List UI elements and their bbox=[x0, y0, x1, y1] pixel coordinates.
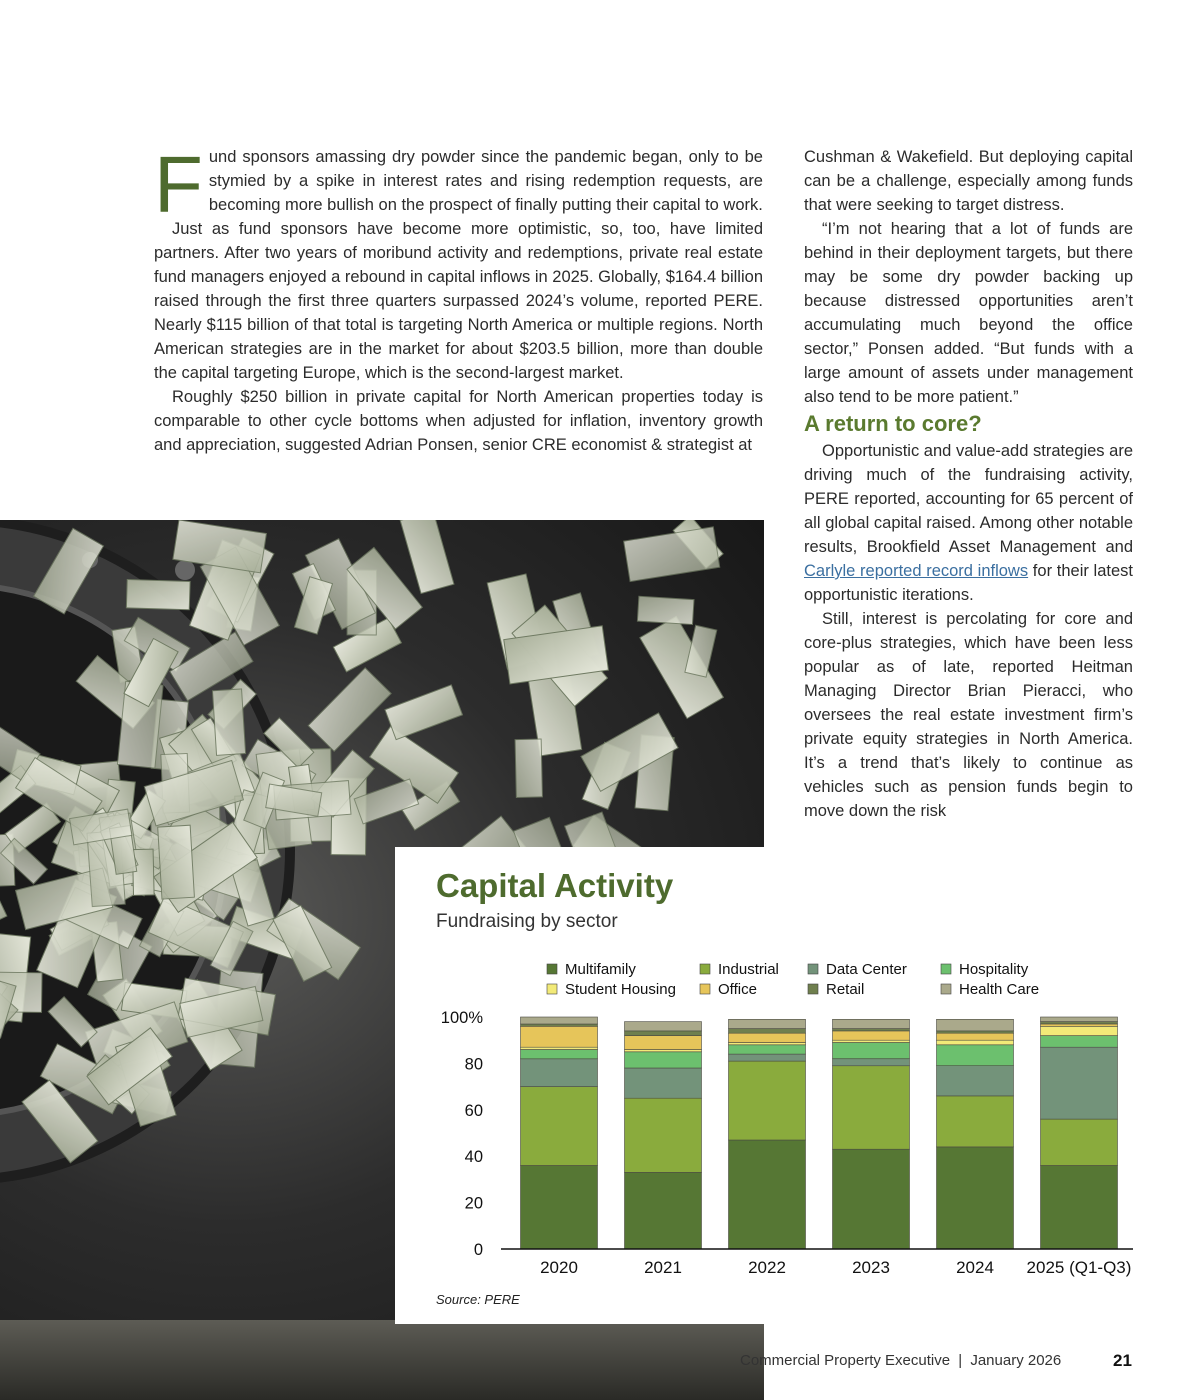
bar-segment bbox=[729, 1054, 806, 1061]
bar-segment bbox=[1041, 1026, 1118, 1035]
legend-label: Multifamily bbox=[565, 961, 636, 978]
bar-segment bbox=[937, 1096, 1014, 1147]
dollar-bill bbox=[126, 580, 190, 610]
bar-segment bbox=[729, 1019, 806, 1028]
dollar-bill bbox=[132, 849, 154, 895]
article-paragraph: Still, interest is percolating for core and core-plus strategies, which have been less popular as of late, reported Heitman Managing Director Brian Pieracci, who oversees the real estate investment firm’s private equity strategies in North America. It’s a trend that’s likely to continue as vehicles such as pension funds begin to move down the risk bbox=[804, 610, 1133, 820]
y-tick-label: 0 bbox=[473, 1241, 483, 1259]
bar-segment bbox=[625, 1098, 702, 1172]
water-surface bbox=[0, 1320, 764, 1400]
stacked-bar-chart bbox=[395, 947, 1200, 1287]
bar-segment bbox=[1041, 1022, 1118, 1024]
footer-separator: | bbox=[958, 1352, 963, 1369]
dollar-bill bbox=[637, 596, 694, 624]
bar-segment bbox=[937, 1040, 1014, 1045]
bar-segment bbox=[1041, 1166, 1118, 1250]
chart-title: Capital Activity bbox=[436, 867, 674, 904]
legend-label: Retail bbox=[826, 981, 865, 998]
chart-panel bbox=[395, 847, 1200, 1324]
bar-segment bbox=[625, 1050, 702, 1052]
legend-label: Hospitality bbox=[959, 961, 1029, 978]
bar-segment bbox=[521, 1059, 598, 1087]
article-paragraph: “I’m not hearing that a lot of funds are behind in their deployment targets, but there may be some dry powder backing up because distressed opportunities aren’t accumulating much beyond the office sector,” Ponsen added. “But funds with a large amount of assets under management also tend to be more patient.” bbox=[804, 220, 1133, 406]
bar-segment bbox=[625, 1022, 702, 1031]
bar-segment bbox=[625, 1172, 702, 1249]
bar-segment bbox=[521, 1017, 598, 1024]
bar-segment bbox=[1041, 1119, 1118, 1165]
bar-segment bbox=[937, 1066, 1014, 1096]
y-tick-label: 60 bbox=[464, 1101, 483, 1120]
article-right-column bbox=[804, 145, 1133, 823]
legend-swatch bbox=[941, 984, 951, 994]
bar-segment bbox=[729, 1061, 806, 1140]
bar-segment bbox=[521, 1047, 598, 1049]
bar-segment bbox=[833, 1149, 910, 1249]
legend-swatch bbox=[941, 964, 951, 974]
publication-name: Commercial Property Executive bbox=[740, 1352, 951, 1369]
bar-segment bbox=[833, 1059, 910, 1066]
bar-segment bbox=[729, 1140, 806, 1249]
bar-segment bbox=[625, 1068, 702, 1098]
article-paragraph: Roughly $250 billion in private capital for North American properties today is comparable to other cycle bottoms when adjusted for inflation, inventory growth and appreciation, suggested Adrian Ponsen, senior CRE economist & strategist at bbox=[154, 388, 763, 454]
legend-swatch bbox=[547, 964, 557, 974]
bar-segment bbox=[833, 1031, 910, 1040]
bar-segment bbox=[521, 1024, 598, 1026]
bar-segment bbox=[521, 1087, 598, 1166]
section-subhead: A return to core? bbox=[804, 411, 982, 436]
legend-label: Data Center bbox=[826, 961, 907, 978]
dollar-bill bbox=[685, 625, 717, 677]
x-tick-label: 2021 bbox=[644, 1258, 682, 1277]
bar-segment bbox=[1041, 1036, 1118, 1048]
x-tick-label: 2024 bbox=[956, 1258, 994, 1277]
legend-swatch bbox=[547, 984, 557, 994]
page-footer bbox=[740, 1352, 1061, 1369]
legend-label: Student Housing bbox=[565, 981, 676, 998]
legend-swatch bbox=[700, 964, 710, 974]
x-tick-label: 2020 bbox=[540, 1258, 578, 1277]
bar-segment bbox=[833, 1066, 910, 1150]
dollar-bill bbox=[400, 520, 454, 594]
dollar-bill bbox=[385, 685, 462, 740]
y-tick-label: 100% bbox=[440, 1009, 483, 1027]
article-paragraph: Opportunistic and value-add strategies are driving much of the fundraising activity, PERE reported, accounting for 65 percent of all global capital raised. Among other notable results, Brookfield Asset Management and Carlyle reported record inflows for their latest opportunistic iterations. bbox=[804, 442, 1133, 604]
bar-segment bbox=[833, 1029, 910, 1031]
bar-segment bbox=[1041, 1017, 1118, 1022]
y-tick-label: 40 bbox=[464, 1148, 483, 1167]
legend-label: Health Care bbox=[959, 981, 1040, 998]
x-tick-label: 2023 bbox=[852, 1258, 890, 1277]
legend-label: Office bbox=[718, 981, 757, 998]
bar-segment bbox=[937, 1031, 1014, 1033]
bolt bbox=[175, 560, 195, 580]
bar-segment bbox=[625, 1036, 702, 1050]
bar-segment bbox=[625, 1031, 702, 1036]
bar-segment bbox=[937, 1033, 1014, 1040]
y-tick-label: 80 bbox=[464, 1055, 483, 1074]
bar-segment bbox=[521, 1050, 598, 1059]
bar-segment bbox=[937, 1019, 1014, 1031]
article-paragraph: Cushman & Wakefield. But deploying capital can be a challenge, especially among funds that were seeking to target distress. bbox=[804, 148, 1133, 214]
bar-segment bbox=[521, 1026, 598, 1047]
dollar-bill bbox=[515, 739, 542, 797]
page-number: 21 bbox=[1113, 1351, 1132, 1370]
bar-segment bbox=[729, 1045, 806, 1054]
bar-segment bbox=[833, 1019, 910, 1028]
bar-segment bbox=[729, 1033, 806, 1042]
issue-date: January 2026 bbox=[970, 1352, 1062, 1369]
article-left-column bbox=[154, 140, 763, 457]
bar-segment bbox=[521, 1166, 598, 1250]
legend-swatch bbox=[808, 984, 818, 994]
x-tick-label: 2025 (Q1-Q3) bbox=[1026, 1258, 1132, 1277]
bar-segment bbox=[937, 1045, 1014, 1066]
dollar-bill bbox=[308, 668, 391, 751]
bar-segment bbox=[833, 1040, 910, 1042]
bar-segment bbox=[833, 1043, 910, 1059]
legend-swatch bbox=[808, 964, 818, 974]
y-tick-label: 20 bbox=[464, 1194, 483, 1213]
x-tick-label: 2022 bbox=[748, 1258, 786, 1277]
article-paragraph: Fund sponsors amassing dry powder since the pandemic began, only to be stymied by a spike in interest rates and rising redemption requests, are becoming more bullish on the prospect of finally putting their capital to work. bbox=[154, 140, 763, 229]
bar-segment bbox=[937, 1147, 1014, 1249]
carlyle-link[interactable]: Carlyle reported record inflows bbox=[804, 562, 1029, 580]
bar-segment bbox=[729, 1043, 806, 1045]
bar-segment bbox=[729, 1029, 806, 1034]
dollar-bill bbox=[212, 689, 245, 755]
chart-subtitle: Fundraising by sector bbox=[436, 911, 618, 932]
chart-source: Source: PERE bbox=[436, 1292, 520, 1307]
bar-segment bbox=[625, 1052, 702, 1068]
bar-segment bbox=[1041, 1024, 1118, 1026]
legend-swatch bbox=[700, 984, 710, 994]
drop-cap: F bbox=[154, 140, 203, 229]
dollar-bill bbox=[624, 527, 720, 582]
dollar-bill bbox=[158, 825, 195, 899]
bar-segment bbox=[1041, 1047, 1118, 1119]
article-paragraph: Just as fund sponsors have become more optimistic, so, too, have limited partners. After two years of moribund activity and redemptions, private real estate fund managers enjoyed a rebound in capital inflows in 2025. Globally, $164.4 billion raised through the first three quarters surpassed 2024’s volume, reported PERE. Nearly $115 billion of that total is targeting North America or multiple regions. North American strategies are in the market for about $203.5 billion, more than double the capital targeting Europe, which is the second-largest market. bbox=[154, 220, 763, 382]
legend-label: Industrial bbox=[718, 961, 779, 978]
